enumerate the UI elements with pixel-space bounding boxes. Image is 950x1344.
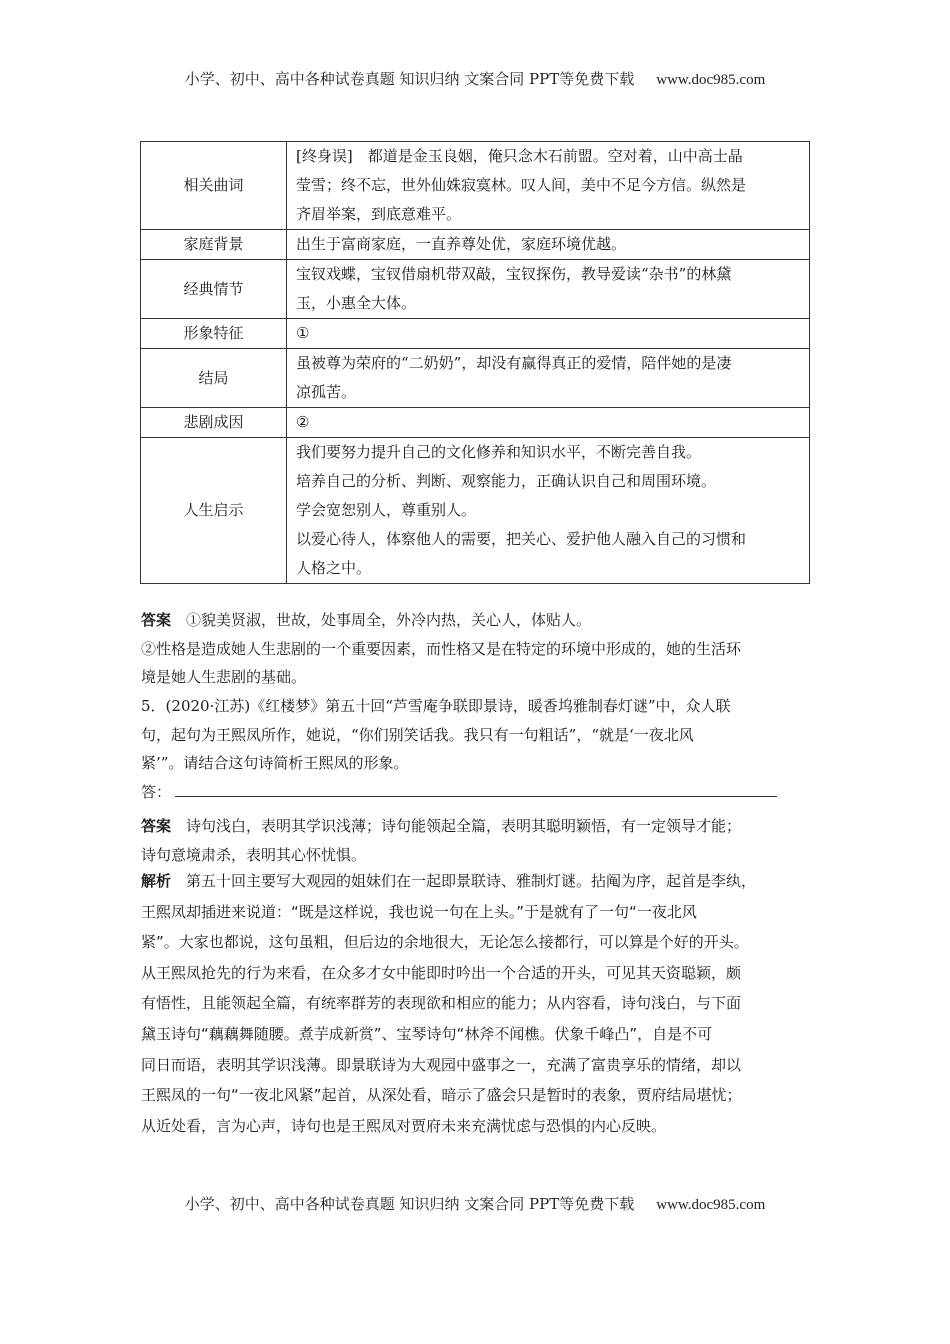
content-line: 玉，小惠全大体。	[296, 294, 417, 312]
table-row	[141, 438, 810, 584]
answer-label: 答案	[141, 817, 172, 835]
analysis-line	[141, 866, 816, 897]
analysis-line: 王熙凤却插进来说道：“既是这样说，我也说一句在上头。”于是就有了一句“一夜北风	[141, 902, 697, 921]
content-line: 人格之中。	[296, 559, 372, 577]
row-label: 经典情节	[141, 260, 287, 319]
analysis-label: 解析	[141, 872, 172, 890]
analysis-text: 第五十回主要写大观园的姐妹们在一起即景联诗、雅制灯谜。拈阄为序，起首是李纨，	[186, 872, 757, 890]
content-line: [终身误] 都道是金玉良姻，俺只念木石前盟。空对着，山中高士晶	[296, 147, 743, 165]
row-content	[287, 408, 810, 438]
table-row	[141, 142, 810, 230]
row-content	[287, 438, 810, 584]
question-line: 5．(2020·江苏)《红楼梦》第五十回“芦雪庵争联即景诗，暖香坞雅制春灯谜”中，众人联	[141, 697, 731, 715]
content-line: ①	[296, 324, 310, 342]
answer-label: 答案	[141, 611, 172, 629]
analysis-line: 从近处看，言为心声，诗句也是王熙凤对贾府未来充满忧虑与恐惧的内心反映。	[141, 1116, 667, 1135]
content-line: 虽被尊为荣府的“二奶奶”，却没有赢得真正的爱情，陪伴她的是凄	[296, 354, 732, 372]
answer-line	[141, 606, 813, 635]
row-content	[287, 260, 810, 319]
content-line: 莹雪；终不忘，世外仙姝寂寞林。叹人间，美中不足今方信。纵然是	[296, 176, 747, 194]
content-line: 宝钗戏蝶，宝钗借扇机带双敲，宝钗探伤，教导爱读“杂书”的林黛	[296, 265, 732, 283]
page-footer	[0, 1193, 950, 1214]
analysis-line: 紧”。大家也都说，这句虽粗，但后边的余地很大，无论怎么接都行，可以算是个好的开头。	[141, 933, 749, 952]
question-5	[141, 692, 813, 806]
table-row	[141, 408, 810, 438]
footer-text: 小学、初中、高中各种试卷真题 知识归纳 文案合同 PPT等免费下载	[184, 1195, 635, 1213]
table-row	[141, 260, 810, 319]
analysis-line: 王熙凤的一句“一夜北风紧”起首，从深处看，暗示了盛会只是暂时的表象，贾府结局堪忧；	[141, 1086, 742, 1105]
answer-block-1	[141, 606, 813, 692]
answer-line: 境是她人生悲剧的基础。	[141, 668, 307, 686]
content-line: ②	[296, 413, 310, 431]
answer-field-line	[141, 778, 813, 807]
header-text: 小学、初中、高中各种试卷真题 知识归纳 文案合同 PPT等免费下载	[184, 70, 635, 88]
row-label: 结局	[141, 349, 287, 408]
answer-block-2	[141, 812, 813, 869]
answer-prompt: 答：	[141, 782, 172, 801]
row-label: 家庭背景	[141, 230, 287, 260]
content-line: 我们要努力提升自己的文化修养和知识水平，不断完善自我。	[296, 443, 702, 461]
table-row	[141, 230, 810, 260]
content-line: 齐眉举案，到底意难平。	[296, 205, 462, 223]
page-header	[0, 68, 950, 89]
answer-line	[141, 812, 813, 841]
answer-text: 诗句浅白，表明其学识浅薄；诗句能领起全篇，表明其聪明颖悟，有一定领导才能；	[186, 817, 742, 835]
content-line: 学会宽恕别人，尊重别人。	[296, 501, 477, 519]
analysis-line: 黛玉诗句“藕藕舞随腰。煮芋成新赏”、宝琴诗句“林斧不闻樵。伏象千峰凸”，自是不可	[141, 1024, 713, 1043]
row-label: 悲剧成因	[141, 408, 287, 438]
header-site[interactable]: www.doc985.com	[656, 72, 766, 88]
row-content	[287, 230, 810, 260]
content-line: 以爱心待人，体察他人的需要，把关心、爱护他人融入自己的习惯和	[296, 530, 747, 548]
analysis-line: 同日而语，表明其学识浅薄。即景联诗为大观园中盛事之一，充满了富贵享乐的情绪，却以	[141, 1055, 742, 1074]
content-line: 出生于富商家庭，一直养尊处优，家庭环境优越。	[296, 235, 627, 253]
footer-site[interactable]: www.doc985.com	[656, 1197, 766, 1213]
row-label: 人生启示	[141, 438, 287, 584]
table-row	[141, 319, 810, 349]
row-label: 相关曲词	[141, 142, 287, 230]
row-content	[287, 319, 810, 349]
analysis-line: 从王熙凤抢先的行为来看，在众多才女中能即时吟出一个合适的开头，可见其天资聪颖，颇	[141, 963, 742, 982]
question-line: 紧’”。请结合这句诗简析王熙凤的形象。	[141, 754, 409, 772]
answer-line: ②性格是造成她人生悲剧的一个重要因素，而性格又是在特定的环境中形成的，她的生活环	[141, 639, 742, 658]
question-line: 句，起句为王熙凤所作，她说，“你们别笑话我。我只有一句粗话”，“就是‘一夜北风	[141, 725, 694, 744]
content-line: 培养自己的分析、判断、观察能力，正确认识自己和周围环境。	[296, 472, 717, 490]
row-content	[287, 142, 810, 230]
analysis-line: 有悟性，且能领起全篇，有统率群芳的表现欲和相应的能力；从内容看，诗句浅白，与下面	[141, 994, 742, 1013]
content-line: 凉孤苦。	[296, 383, 357, 401]
table-row	[141, 349, 810, 408]
answer-line: 诗句意境肃杀，表明其心怀忧惧。	[141, 845, 367, 864]
character-info-table	[140, 141, 810, 584]
analysis-block	[141, 866, 816, 1141]
row-content	[287, 349, 810, 408]
row-label: 形象特征	[141, 319, 287, 349]
answer-text: ①貌美贤淑，世故，处事周全，外冷内热，关心人，体贴人。	[186, 611, 592, 629]
answer-blank[interactable]	[175, 782, 777, 797]
